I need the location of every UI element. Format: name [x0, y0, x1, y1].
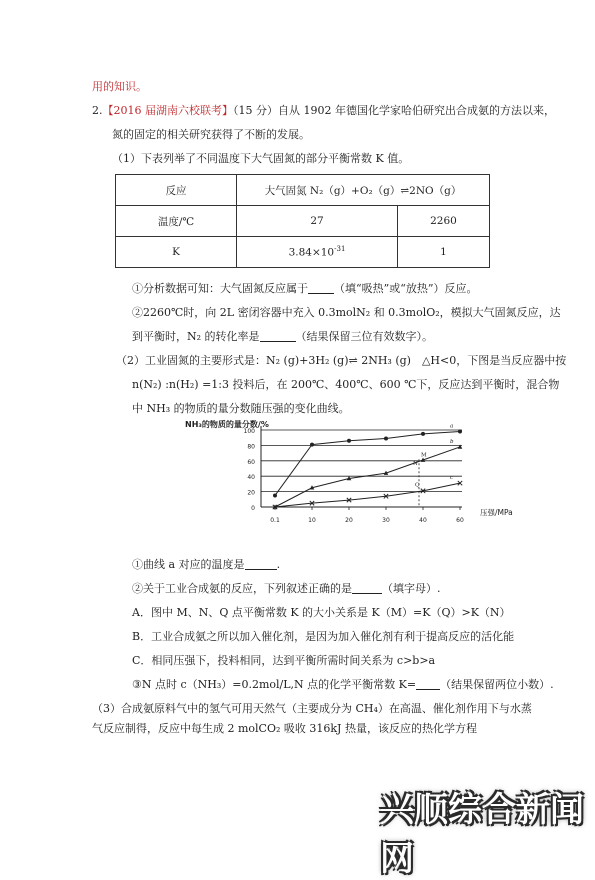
series-label: a [450, 423, 454, 430]
table-k-1-base: 3.84×10 [288, 246, 335, 259]
option-b: B．工业合成氨之所以加入催化剂，是因为加入催化剂有利于提高反应的活化能 [132, 630, 515, 643]
part-2-q1 [132, 556, 280, 572]
question-text-2: 氮的固定的相关研究获得了不断的发展。 [112, 128, 310, 141]
table-k-label: K [116, 237, 237, 268]
point-a [347, 439, 351, 443]
part-2-line1: （2）工业固氮的主要形式是：N₂ (g)+3H₂ (g)⇌ 2NH₃ (g) △H<0，下图是当反应器中按 [116, 354, 567, 367]
option-c: C．相同压强下，投料相同，达到平衡所需时间关系为 c>b>a [132, 654, 436, 667]
part-1-intro: （1）下表列举了不同温度下大气固氮的部分平衡常数 K 值。 [112, 152, 410, 165]
y-tick-label: 80 [247, 443, 255, 451]
point-a [273, 493, 277, 497]
part-2-q3-tail: （结果保留两位小数）. [440, 678, 554, 691]
part-3-line1: （3）合成氨原料气中的氢气可用天然气（主要成分为 CH₄）在高温、催化剂作用下与水蒸 [92, 702, 532, 715]
x-tick-label: 20 [345, 517, 353, 524]
answer-blank[interactable] [416, 679, 440, 690]
table-reaction: 大气固氮 N₂（g）+O₂（g）⇌2NO（g） [237, 175, 490, 206]
part-1-q1 [132, 280, 478, 296]
answer-blank[interactable] [352, 583, 382, 594]
chart-series [273, 430, 463, 510]
y-axis-label: NH₃的物质的量分数/% [185, 420, 269, 429]
part-2-q2-text: ②关于工业合成氨的反应，下列叙述正确的是 [132, 582, 352, 595]
chart-axes [185, 419, 513, 524]
point-a [458, 430, 462, 434]
part-1-q2-line1: ②2260℃时，向 2L 密闭容器中充入 0.3molN₂ 和 0.3molO₂，模拟大气固氮反应，达 [132, 306, 561, 319]
question-text-1: 自从 1902 年德国化学家哈伯研究出合成氨的方法以来， [278, 104, 555, 117]
answer-blank[interactable] [308, 283, 334, 294]
part-2-q2 [132, 580, 441, 596]
x-tick-label: 10 [308, 517, 316, 524]
point-a [310, 443, 314, 447]
part-2-line3: 中 NH₃ 的物质的量分数随压强的变化曲线。 [132, 402, 350, 415]
part-2-q3 [132, 676, 554, 692]
y-tick-label: 60 [247, 458, 255, 466]
x-tick-label: 40 [419, 517, 427, 524]
x-axis-label: 压强/MPa [480, 508, 513, 517]
table-reaction-label: 反应 [116, 175, 237, 206]
table-k-1 [237, 237, 398, 268]
x-tick-label: 60 [456, 517, 464, 524]
x-tick-label: 30 [382, 517, 390, 524]
part-2-q1-text: ①曲线 a 对应的温度是 [132, 558, 245, 571]
point-label: M [421, 452, 427, 459]
x-tick-label: 0.1 [270, 517, 280, 524]
y-tick-label: 40 [247, 474, 255, 482]
part-2-line2: n(N₂) :n(H₂) =1:3 投料后，在 200℃、400℃、600 ℃下，反应达到平衡时，混合物 [132, 378, 560, 391]
series-line-c [275, 483, 460, 507]
chart-grid [261, 430, 462, 507]
table-temp-2: 2260 [398, 206, 490, 237]
part-1-q2-line2 [132, 328, 433, 344]
nh3-chart [185, 417, 513, 532]
part-2-q1-tail: . [276, 558, 281, 571]
table-temp-1: 27 [237, 206, 398, 237]
point-label: Q [415, 482, 420, 489]
table-k-1-exp: -31 [334, 245, 346, 254]
option-a: A．图中 M、N、Q 点平衡常数 K 的大小关系是 K（M）=K（Q）>K（N） [132, 606, 511, 619]
point-a [421, 432, 425, 436]
table-temp-label: 温度/℃ [116, 206, 237, 237]
answer-blank[interactable] [245, 559, 277, 570]
part-3-line2: 气反应制得，反应中每生成 2 molCO₂ 吸收 316kJ 热量，该反应的热化学方程 [92, 722, 477, 735]
part-1-q2-tail: （结果保留三位有效数字）。 [295, 330, 434, 343]
part-2-q2-tail: （填字母）. [382, 582, 441, 595]
watermark-logo: 兴顺综合新闻网 [380, 790, 584, 879]
question-source: 【2016 届湖南六校联考】 [102, 104, 233, 117]
intro-tail: 用的知识。 [92, 80, 147, 93]
series-label: c [450, 475, 454, 482]
y-tick-label: 20 [247, 489, 255, 497]
point-a [384, 436, 388, 440]
answer-blank[interactable] [260, 331, 296, 342]
series-label: b [450, 438, 454, 445]
y-tick-label: 100 [243, 428, 255, 435]
series-line-a [275, 432, 460, 496]
y-tick-label: 0 [251, 505, 255, 512]
question-number: 2. [92, 104, 103, 117]
question-2-header [92, 102, 555, 118]
point-label: N [413, 461, 418, 468]
part-1-q1-tail: （填“吸热”或“放热”）反应。 [334, 282, 478, 295]
table-k-2: 1 [398, 237, 490, 268]
part-1-q2-text: 到平衡时，N₂ 的转化率是 [132, 330, 260, 343]
question-points: （15 分） [233, 104, 278, 117]
equilibrium-table [115, 174, 490, 268]
part-2-q3-text: ③N 点时 c（NH₃）=0.2mol/L,N 点的化学平衡常数 K= [132, 678, 417, 691]
part-1-q1-text: ①分析数据可知：大气固氮反应属于 [132, 282, 308, 295]
